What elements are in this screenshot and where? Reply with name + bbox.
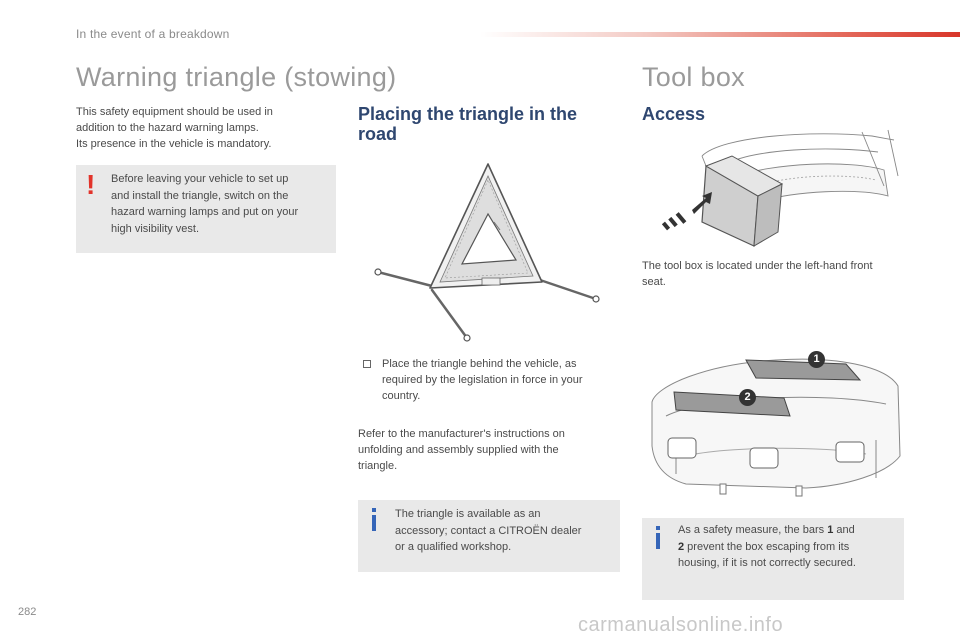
warning-notice (76, 165, 336, 253)
callout-1: 1 (808, 351, 825, 368)
heading-line: road (358, 124, 398, 144)
manufacturer-paragraph (358, 426, 620, 474)
info-line: The triangle is available as an (395, 508, 541, 520)
warning-line: and install the triangle, switch on the (111, 189, 289, 202)
info-line: As a safety measure, the bars 1 and (678, 524, 855, 536)
bullet-line: Place the triangle behind the vehicle, as (382, 358, 577, 370)
square-bullet-icon (363, 360, 371, 368)
page-title-tool-box: Tool box (642, 62, 745, 92)
seat-toolbox-illustration (662, 126, 902, 250)
warning-line: hazard warning lamps and put on your (111, 206, 299, 218)
intro-line: addition to the hazard warning lamps. (76, 122, 259, 134)
refer-line: Refer to the manufacturer's instructions on (358, 428, 565, 440)
refer-line: unfolding and assembly supplied with the (358, 444, 559, 456)
intro-line: Its presence in the vehicle is mandatory. (76, 138, 272, 150)
callout-2: 2 (739, 389, 756, 406)
bullet-line: required by the legislation in force in your (382, 374, 583, 386)
bullet-instruction (358, 356, 620, 404)
section-heading-access: Access (642, 104, 706, 124)
bullet-line: country. (382, 390, 421, 402)
info-notice-triangle (358, 500, 620, 572)
intro-paragraph (76, 104, 336, 152)
page-title-warning-triangle: Warning triangle (stowing) (76, 62, 397, 92)
warning-line: high visibility vest. (111, 222, 200, 235)
refer-line: triangle. (358, 460, 398, 472)
info-text-toolbox (678, 522, 902, 572)
section-header: In the event of a breakdown (76, 27, 230, 41)
warning-text (111, 171, 333, 237)
info-line: accessory; contact a CITROËN dealer (395, 524, 582, 537)
location-line: The tool box is located under the left-hand front (642, 260, 873, 272)
exclamation-icon: ! (86, 169, 96, 200)
location-line: seat. (642, 276, 666, 288)
page-number: 282 (18, 606, 37, 618)
watermark: carmanualsonline.info (578, 614, 784, 636)
header-accent-bar (480, 32, 960, 37)
toolbox-location-text (642, 258, 904, 290)
toolbox-bars-illustration (646, 346, 904, 498)
section-heading-placing (358, 104, 618, 144)
bullet-text (358, 356, 620, 404)
info-line: housing, if it is not correctly secured. (678, 557, 856, 569)
heading-line: Placing the triangle in the (358, 104, 578, 124)
info-line: 2 prevent the box escaping from its (678, 540, 850, 553)
warning-triangle-illustration (370, 156, 605, 346)
intro-line: This safety equipment should be used in (76, 106, 273, 118)
info-text-triangle (395, 506, 617, 556)
info-line: or a qualified workshop. (395, 541, 512, 553)
info-notice-toolbox (642, 518, 904, 600)
warning-line: Before leaving your vehicle to set up (111, 173, 289, 185)
